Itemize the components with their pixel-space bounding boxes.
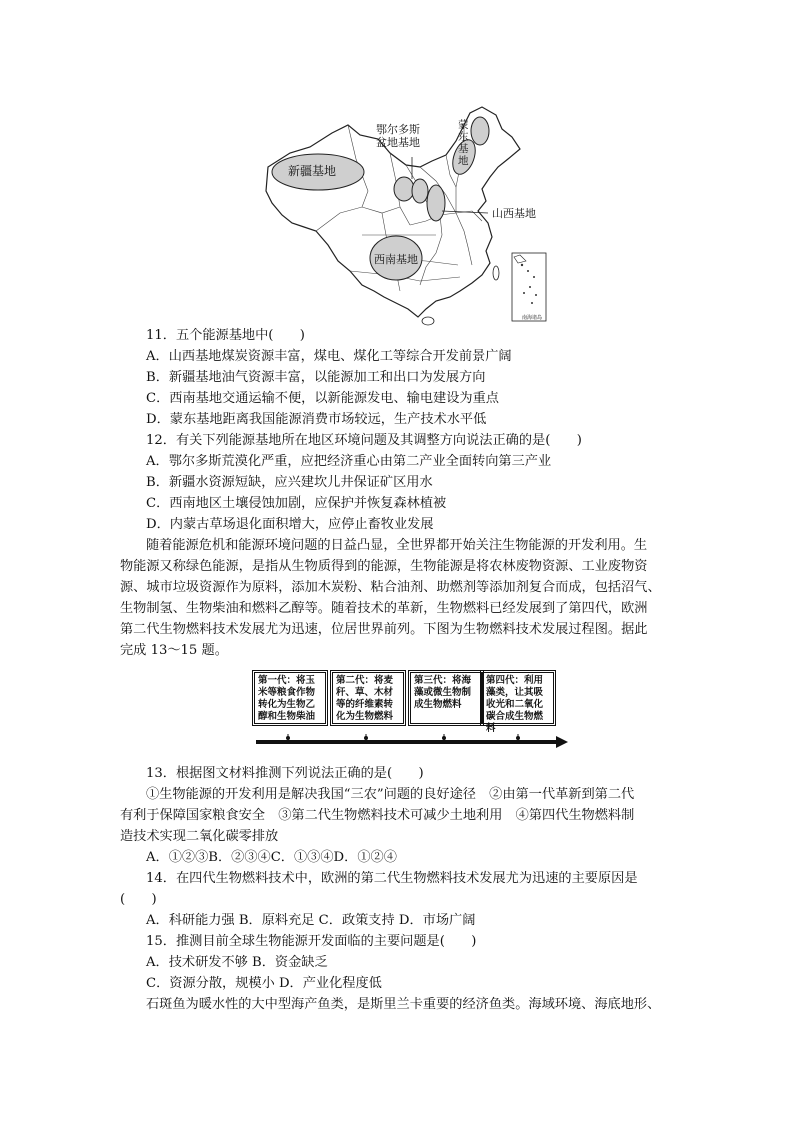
shanxi-base-area <box>427 185 445 221</box>
gen2-box: 第二代：将麦秆、草、木材等的纤维素转化为生物燃料 <box>332 672 404 724</box>
xinjiang-base-label: 新疆基地 <box>288 164 337 178</box>
southwest-base-label: 西南基地 <box>374 253 418 266</box>
inset-label: 南海诸岛 <box>522 315 543 321</box>
q12-option-c: C．西南地区土壤侵蚀加剧，应保护并恢复森林植被 <box>146 496 447 511</box>
q11-stem: 11．五个能源基地中( ) <box>146 328 305 343</box>
dot-gen3 <box>442 736 446 740</box>
dot-gen1 <box>286 736 290 740</box>
gen3-box: 第三代：将海藻或微生物制成生物燃料 <box>410 672 482 724</box>
dot-gen4 <box>516 736 520 740</box>
q12-option-a: A．鄂尔多斯荒漠化严重，应把经济重心由第二产业全面转向第三产业 <box>146 454 552 469</box>
questions-13-15 <box>120 763 680 1015</box>
q13-statement-2: 有利于保障国家粮食安全 ③第二代生物燃料技术可减少土地利用 ④第四代生物燃料制 <box>120 808 635 823</box>
passage1-line-2: 物能源又称绿色能源，是指从生物质得到的能源，生物能源是将农林废物资源、工业废物资 <box>120 559 648 574</box>
q11-option-b: B．新疆基地油气资源丰富，以能源加工和出口为发展方向 <box>146 370 486 385</box>
shanxi-base-label: 山西基地 <box>492 207 536 220</box>
passage1-line-3: 源、城市垃圾资源作为原料，添加木炭粉、粘合油剂、助燃剂等添加剂复合而成，包括沼气、 <box>120 580 661 595</box>
biofuel-timeline <box>254 672 574 752</box>
q13-statement-3: 造技术实现二氧化碳零排放 <box>120 829 279 844</box>
passage1-line-6: 完成 13～15 题。 <box>120 643 228 658</box>
gen1-box: 第一代：将玉米等粮食作物转化为生物乙醇和生物柴油 <box>254 672 326 724</box>
q12-option-d: D．内蒙古草场退化面积增大，应停止畜牧业发展 <box>146 517 434 532</box>
q15-stem: 15．推测目前全球生物能源开发面临的主要问题是( ) <box>146 934 477 949</box>
passage-biofuel <box>120 535 680 661</box>
q11-option-c: C．西南基地交通运输不便，以新能源发电、输电建设为重点 <box>146 391 499 406</box>
questions-11-12 <box>146 325 682 535</box>
hainan-island <box>422 317 434 325</box>
q13-statement-1: ①生物能源的开发利用是解决我国“三农”问题的良好途径 ②由第一代革新到第二代 <box>146 787 635 802</box>
q11-option-d: D．蒙东基地距离我国能源消费市场较远，生产技术水平低 <box>146 412 487 427</box>
q14-options: A．科研能力强 B．原料充足 C．政策支持 D．市场广阔 <box>146 913 476 928</box>
timeline-arrowhead <box>556 736 568 748</box>
timeline-arrow-svg <box>254 672 574 752</box>
q14-stem-1: 14．在四代生物燃料技术中，欧洲的第二代生物燃料技术发展尤为迅速的主要原因是 <box>146 871 638 886</box>
ordos-base-label: 鄂尔多斯 盆地基地 <box>376 123 420 149</box>
q15-options-cd: C．资源分散，规模小 D．产业化程度低 <box>146 976 382 991</box>
q12-stem: 12．有关下列能源基地所在地区环境问题及其调整方向说法正确的是( ) <box>146 433 582 448</box>
taiwan-island <box>493 266 499 280</box>
q14-stem-2: ( ) <box>120 892 157 907</box>
q12-option-b: B．新疆水资源短缺，应兴建坎儿井保证矿区用水 <box>146 475 433 490</box>
dot-gen2 <box>364 736 368 740</box>
q13-stem: 13．根据图文材料推测下列说法正确的是( ) <box>146 766 424 781</box>
ordos-base-area-1 <box>394 177 414 201</box>
passage1-line-5: 第二代生物燃料技术发展尤为迅速，位居世界前列。下图为生物燃料技术发展过程图。据此 <box>120 622 648 637</box>
passage1-line-4: 生物制氢、生物柴油和燃料乙醇等。随着技术的革新，生物燃料已经发展到了第四代，欧洲 <box>120 601 648 616</box>
passage1-line-1: 随着能源危机和能源环境问题的日益凸显，全世界都开始关注生物能源的开发利用。生 <box>146 538 648 553</box>
q11-option-a: A．山西基地煤炭资源丰富，煤电、煤化工等综合开发前景广阔 <box>146 349 512 364</box>
mengdong-base-area-1 <box>471 117 489 145</box>
ordos-base-area-2 <box>412 179 428 203</box>
mengdong-base-label: 蒙 东 基 地 <box>458 119 469 167</box>
energy-base-map <box>250 95 550 335</box>
gen4-box: 第四代：利用藻类，让其吸收光和二氧化碳合成生物燃料 <box>482 672 554 724</box>
passage2-line-1: 石斑鱼为暖水性的大中型海产鱼类，是斯里兰卡重要的经济鱼类。海域环境、海底地形、 <box>146 997 661 1012</box>
q13-options: A．①②③B．②③④C．①③④D．①②④ <box>146 850 397 865</box>
q15-options-ab: A．技术研发不够 B．资金缺乏 <box>146 955 328 970</box>
